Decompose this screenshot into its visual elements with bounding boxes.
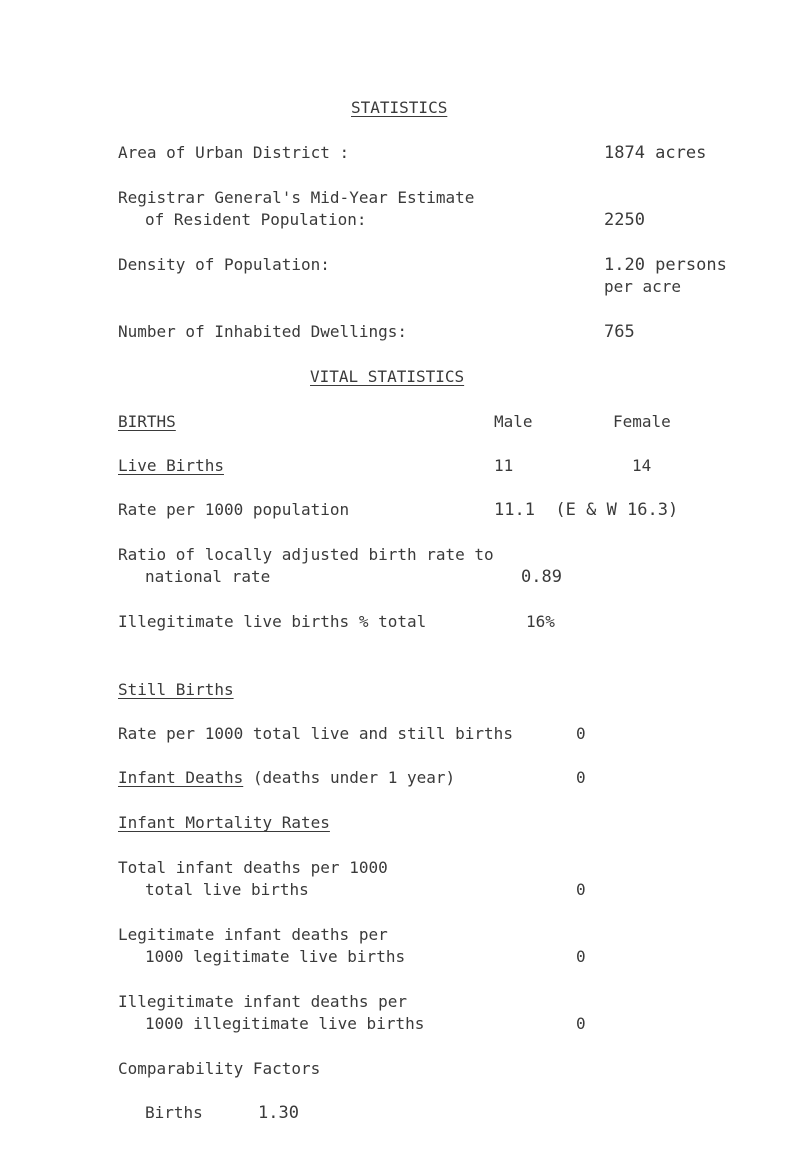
comparability-heading: Comparability Factors	[118, 1059, 321, 1078]
infant-deaths-suffix: (deaths under 1 year)	[252, 768, 456, 787]
illegitimate-infant-label-line2: 1000 illegitimate live births	[145, 1014, 425, 1033]
density-value-line2: per acre	[604, 277, 682, 296]
illegitimate-infant-label-line1: Illegitimate infant deaths per	[118, 992, 407, 1011]
live-births-male: 11	[494, 456, 514, 475]
infant-deaths-value: 0	[576, 768, 586, 787]
birth-rate-value: 11.1 (E & W 16.3)	[494, 500, 679, 520]
infant-deaths-row	[118, 768, 455, 788]
still-births-rate-label: Rate per 1000 total live and still births	[118, 724, 513, 743]
registrar-label-line1: Registrar General's Mid-Year Estimate	[118, 188, 475, 207]
legitimate-infant-label-line2: 1000 legitimate live births	[145, 947, 406, 966]
ratio-label-line1: Ratio of locally adjusted birth rate to	[118, 545, 494, 564]
still-births-heading: Still Births	[118, 680, 234, 699]
density-label: Density of Population:	[118, 255, 330, 274]
live-births-female: 14	[632, 456, 652, 475]
male-column-header: Male	[494, 412, 533, 431]
area-label: Area of Urban District :	[118, 143, 350, 162]
infant-mortality-heading: Infant Mortality Rates	[118, 813, 330, 832]
illegitimate-births-value: 16%	[526, 612, 555, 631]
birth-rate-label: Rate per 1000 population	[118, 500, 350, 519]
illegitimate-births-label: Illegitimate live births % total	[118, 612, 427, 631]
illegitimate-infant-value: 0	[576, 1014, 586, 1033]
total-infant-label-line1: Total infant deaths per 1000	[118, 858, 388, 877]
total-infant-label-line2: total live births	[145, 880, 309, 899]
registrar-label-line2: of Resident Population:	[145, 210, 367, 229]
still-births-rate-value: 0	[576, 724, 586, 743]
dwellings-value: 765	[604, 322, 635, 342]
ratio-label-line2: national rate	[145, 567, 271, 586]
page-title: STATISTICS	[351, 98, 448, 117]
live-births-label: Live Births	[118, 456, 224, 475]
infant-deaths-label: Infant Deaths	[118, 768, 244, 787]
area-value: 1874 acres	[604, 143, 707, 163]
population-value: 2250	[604, 210, 645, 230]
dwellings-label: Number of Inhabited Dwellings:	[118, 322, 407, 341]
vital-statistics-title: VITAL STATISTICS	[310, 367, 465, 386]
births-heading: BIRTHS	[118, 412, 176, 431]
total-infant-value: 0	[576, 880, 586, 899]
comparability-births-value: 1.30	[258, 1103, 299, 1123]
female-column-header: Female	[613, 412, 671, 431]
legitimate-infant-label-line1: Legitimate infant deaths per	[118, 925, 388, 944]
legitimate-infant-value: 0	[576, 947, 586, 966]
density-value-line1: 1.20 persons	[604, 255, 727, 275]
ratio-value: 0.89	[521, 567, 562, 587]
comparability-births-label: Births	[145, 1103, 203, 1122]
